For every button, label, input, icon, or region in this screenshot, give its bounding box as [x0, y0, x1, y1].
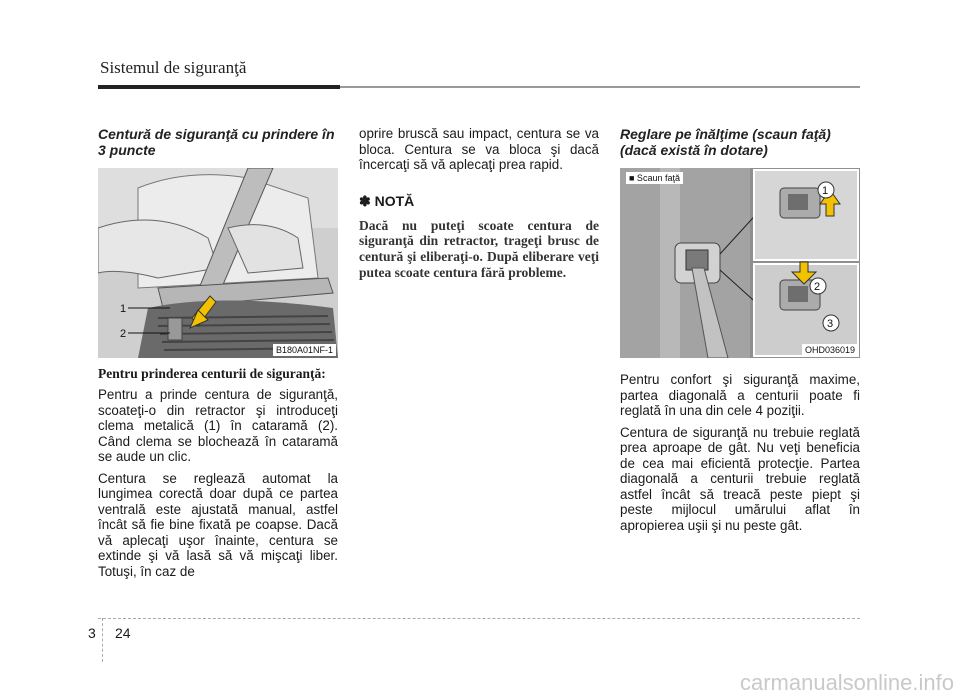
page-section-number: 3	[88, 625, 96, 641]
header-rule	[98, 86, 860, 88]
fig2-callout-3: 3	[827, 318, 834, 330]
figure-code-2: OHD036019	[802, 344, 858, 356]
height-adjuster-illustration	[620, 168, 860, 358]
column-3	[620, 126, 860, 539]
figure-label-front-seat: ■ Scaun faţă	[626, 172, 683, 184]
column-2	[359, 126, 599, 281]
section-title-3-point-belt: Centură de siguranţă cu prindere în 3 puncte	[98, 126, 335, 158]
figure-height-adjuster	[620, 168, 860, 358]
body-paragraph-2: Centura se reglează automat la lungimea corectă doar după ce partea ventrală este ajustată manual, astfel încât să fie bine fixată pe coapse. Dacă vă aplecaţi uşor înainte, centura se extinde şi vă lasă să vă mişcaţi liber. Totuşi, în caz de	[98, 470, 338, 579]
header-title: Sistemul de siguranţă	[100, 58, 247, 77]
column-1	[98, 126, 338, 585]
fig1-callout-2: 2	[120, 328, 127, 340]
header-rule-accent	[98, 85, 340, 89]
fig2-callout-2: 2	[814, 281, 821, 293]
figure-code-1: B180A01NF-1	[273, 344, 336, 356]
footer-divider	[102, 618, 103, 662]
seatbelt-fastening-illustration	[98, 168, 338, 358]
body-paragraph-4: Pentru confort şi siguranţă maxime, partea diagonală a centurii poate fi reglată în una din cele 4 poziţii.	[620, 372, 860, 418]
note-title: ✽ NOTĂ	[359, 192, 415, 209]
figure-seatbelt-fastening	[98, 168, 338, 358]
page-number: 24	[115, 625, 131, 641]
lead-paragraph: Pentru prinderea centurii de siguranţă:	[98, 366, 326, 381]
watermark: carmanualsonline.info	[739, 670, 954, 695]
body-paragraph-5: Centura de siguranţă nu trebuie reglată prea aproape de gât. Nu veţi beneficia de cea mai eficientă protecţie. Partea diagonală a centurii trebuie reglată astfel încât să treacă peste piept şi peste mijlocul umărului aflat în apropierea uşii şi nu peste gât.	[620, 424, 860, 533]
footer-rule	[98, 618, 860, 619]
fig1-callout-1: 1	[120, 303, 127, 315]
note-body: Dacă nu puteţi scoate centura de siguranţă din retractor, trageţi brusc de centură şi eliberaţi-o. După eliberare veţi putea scoate centura fără probleme.	[359, 217, 599, 280]
section-title-height-adjust: Reglare pe înălţime (scaun faţă) (dacă există în dotare)	[620, 126, 831, 158]
body-paragraph-3: oprire bruscă sau impact, centura se va bloca. Centura se va bloca şi dacă încercaţi să vă aplecaţi prea rapid.	[359, 126, 599, 172]
body-paragraph-1: Pentru a prinde centura de siguranţă, scoateţi-o din retractor şi introduceţi clema metalică (1) în cataramă (2). Când clema se blochează în cataramă se aude un clic.	[98, 387, 338, 464]
fig2-callout-1: 1	[822, 185, 829, 197]
